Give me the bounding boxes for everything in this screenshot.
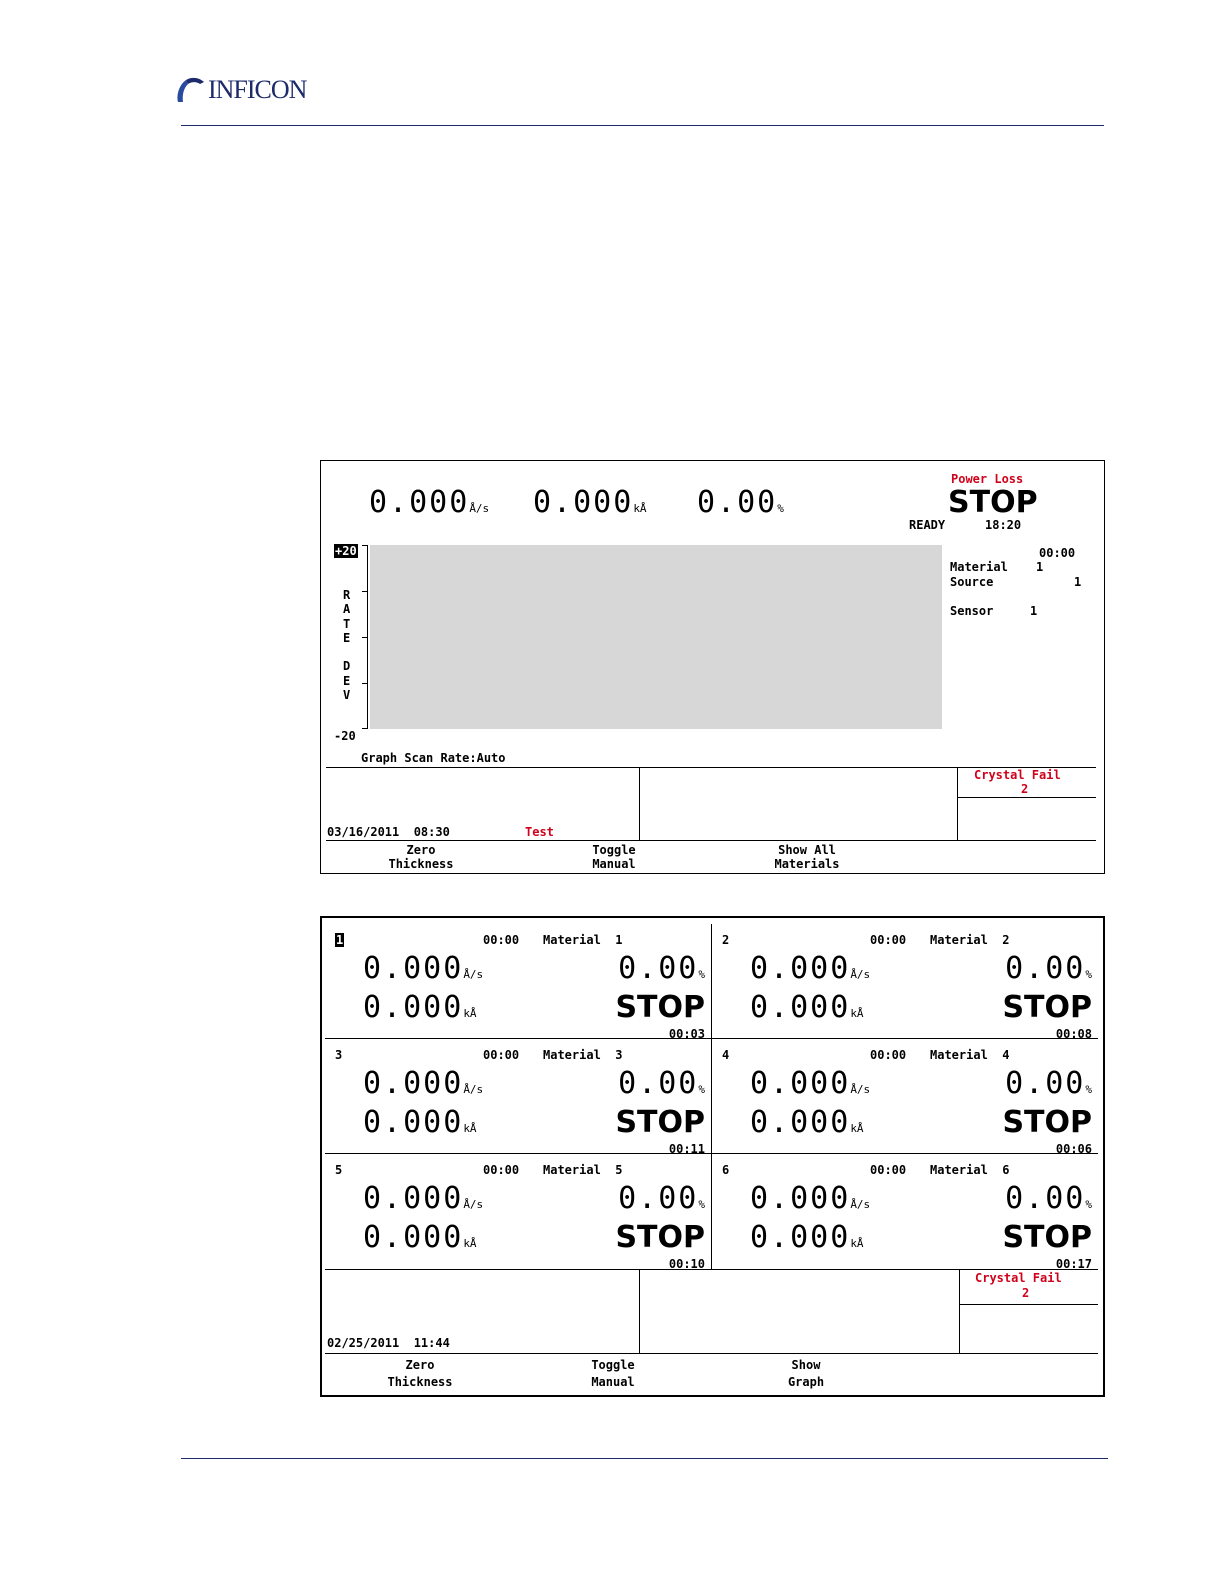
cell-power: 0.00% bbox=[1005, 951, 1092, 986]
cell-number: 5 bbox=[335, 1163, 343, 1177]
cell-rate: 0.000Å/s bbox=[363, 1181, 484, 1216]
y-axis-tick bbox=[362, 545, 368, 546]
crystal-fail-number: 2 bbox=[1021, 782, 1029, 796]
cell-number: 3 bbox=[335, 1048, 343, 1062]
material-cell[interactable] bbox=[712, 1153, 1098, 1271]
panel-divider bbox=[639, 767, 640, 840]
cell-time: 00:00 bbox=[870, 1048, 907, 1062]
cell-state: STOP bbox=[1002, 990, 1092, 1025]
cell-rate: 0.000Å/s bbox=[363, 951, 484, 986]
cell-material: Material 2 bbox=[930, 933, 1010, 947]
process-name: Test bbox=[525, 825, 554, 839]
crystal-fail-number: 2 bbox=[1022, 1286, 1030, 1300]
toggle-manual-button[interactable]: Toggle Manual bbox=[592, 843, 636, 871]
cell-power: 0.00% bbox=[618, 951, 705, 986]
cell-thickness: 0.000kÅ bbox=[750, 1105, 864, 1140]
y-axis-tick bbox=[362, 683, 368, 684]
cell-thickness: 0.000kÅ bbox=[363, 990, 477, 1025]
show-graph-button[interactable]: Show Graph bbox=[787, 1358, 825, 1389]
cell-power: 0.00% bbox=[618, 1066, 705, 1101]
cell-power: 0.00% bbox=[1005, 1066, 1092, 1101]
zero-thickness-button[interactable]: Zero Thickness bbox=[387, 1358, 453, 1389]
date-time: 02/25/2011 11:44 bbox=[327, 1336, 450, 1350]
state-stop: STOP bbox=[948, 485, 1038, 520]
y-axis-tick bbox=[362, 637, 368, 638]
graph-scan-rate: Graph Scan Rate:Auto bbox=[361, 751, 506, 765]
cell-number: 1 bbox=[336, 933, 344, 947]
rate-readout: 0.000Å/s bbox=[369, 485, 490, 520]
cell-elapsed: 00:11 bbox=[668, 1142, 705, 1156]
y-axis-tick bbox=[362, 591, 368, 592]
header-rule bbox=[181, 125, 1104, 126]
y-axis-top-label: +20 bbox=[335, 544, 357, 558]
cell-rate: 0.000Å/s bbox=[750, 951, 871, 986]
cell-state: STOP bbox=[1002, 1105, 1092, 1140]
sensor-value: 1 bbox=[1030, 604, 1038, 618]
cell-rate: 0.000Å/s bbox=[750, 1066, 871, 1101]
show-all-materials-button[interactable]: Show All Materials bbox=[774, 843, 840, 871]
cell-state: STOP bbox=[615, 1105, 705, 1140]
panel-divider bbox=[957, 797, 1096, 798]
cell-power: 0.00% bbox=[1005, 1181, 1092, 1216]
power-readout: 0.00% bbox=[697, 485, 784, 520]
cell-number: 4 bbox=[722, 1048, 730, 1062]
y-axis-letter: V bbox=[343, 688, 351, 703]
y-axis-letter: A bbox=[343, 602, 351, 617]
cell-state: STOP bbox=[615, 990, 705, 1025]
cell-number: 2 bbox=[722, 933, 730, 947]
material-cell[interactable] bbox=[712, 1038, 1098, 1156]
cell-material: Material 5 bbox=[543, 1163, 623, 1177]
panel-divider bbox=[959, 1269, 960, 1353]
y-axis-letter bbox=[343, 645, 355, 659]
cell-material: Material 4 bbox=[930, 1048, 1010, 1062]
source-value: 1 bbox=[1074, 575, 1082, 589]
softkey-divider bbox=[325, 1353, 1098, 1354]
cell-state: STOP bbox=[1002, 1220, 1092, 1255]
panel-divider bbox=[957, 767, 958, 840]
status-time: 18:20 bbox=[985, 518, 1022, 532]
cell-time: 00:00 bbox=[483, 933, 520, 947]
brand-name: INFICON bbox=[208, 75, 307, 104]
cell-elapsed: 00:06 bbox=[1055, 1142, 1092, 1156]
cell-rate: 0.000Å/s bbox=[750, 1181, 871, 1216]
ready-status: READY bbox=[909, 518, 946, 532]
material-cell[interactable] bbox=[712, 923, 1098, 1041]
grid-divider bbox=[325, 1269, 1098, 1270]
cell-material: Material 3 bbox=[543, 1048, 623, 1062]
cell-elapsed: 00:03 bbox=[668, 1027, 705, 1041]
all-materials-screen bbox=[320, 916, 1105, 1397]
cell-state: STOP bbox=[615, 1220, 705, 1255]
cell-power: 0.00% bbox=[618, 1181, 705, 1216]
cell-thickness: 0.000kÅ bbox=[750, 990, 864, 1025]
rate-deviation-graph bbox=[370, 545, 942, 729]
cell-time: 00:00 bbox=[483, 1163, 520, 1177]
cell-elapsed: 00:08 bbox=[1055, 1027, 1092, 1041]
inficon-logo bbox=[174, 74, 306, 106]
zero-thickness-button[interactable]: Zero Thickness bbox=[388, 843, 454, 871]
cell-number: 6 bbox=[722, 1163, 730, 1177]
cell-material: Material 1 bbox=[543, 933, 623, 947]
softkey-divider bbox=[326, 840, 1096, 841]
sensor-label: Sensor bbox=[950, 604, 994, 618]
cell-time: 00:00 bbox=[483, 1048, 520, 1062]
power-loss-alarm: Power Loss bbox=[951, 472, 1024, 486]
toggle-manual-button[interactable]: Toggle Manual bbox=[591, 1358, 635, 1389]
date-time: 03/16/2011 08:30 bbox=[327, 825, 450, 839]
cell-thickness: 0.000kÅ bbox=[363, 1105, 477, 1140]
footer-rule bbox=[181, 1458, 1108, 1459]
cell-elapsed: 00:17 bbox=[1055, 1257, 1092, 1271]
y-axis-letter: R bbox=[343, 588, 351, 602]
y-axis-letter: E bbox=[343, 630, 351, 645]
deposit-graph-screen bbox=[320, 460, 1105, 874]
cell-thickness: 0.000kÅ bbox=[750, 1220, 864, 1255]
crystal-fail-alarm: Crystal Fail bbox=[974, 768, 1061, 782]
cell-time: 00:00 bbox=[870, 1163, 907, 1177]
cell-thickness: 0.000kÅ bbox=[363, 1220, 477, 1255]
elapsed-time: 00:00 bbox=[1039, 546, 1076, 560]
y-axis-tick bbox=[362, 728, 368, 729]
material-cell[interactable] bbox=[325, 1038, 711, 1156]
thickness-readout: 0.000kÅ bbox=[533, 485, 647, 520]
y-axis-letter: E bbox=[343, 673, 351, 688]
cell-rate: 0.000Å/s bbox=[363, 1066, 484, 1101]
cell-material: Material 6 bbox=[930, 1163, 1010, 1177]
crystal-fail-alarm: Crystal Fail bbox=[975, 1271, 1062, 1285]
cell-time: 00:00 bbox=[870, 933, 907, 947]
y-axis-letter: D bbox=[343, 659, 351, 674]
material-cell[interactable] bbox=[325, 923, 711, 1041]
y-axis-bottom-label: -20 bbox=[334, 729, 356, 743]
material-value: 1 bbox=[1036, 560, 1044, 574]
panel-divider bbox=[639, 1269, 640, 1353]
y-axis-title bbox=[343, 588, 355, 702]
cell-elapsed: 00:10 bbox=[668, 1257, 705, 1271]
material-label: Material bbox=[950, 560, 1008, 574]
material-cell[interactable] bbox=[325, 1153, 711, 1271]
y-axis-letter: T bbox=[343, 616, 351, 631]
inficon-logo-icon bbox=[174, 74, 206, 106]
source-label: Source bbox=[950, 575, 994, 589]
panel-divider bbox=[959, 1304, 1098, 1305]
